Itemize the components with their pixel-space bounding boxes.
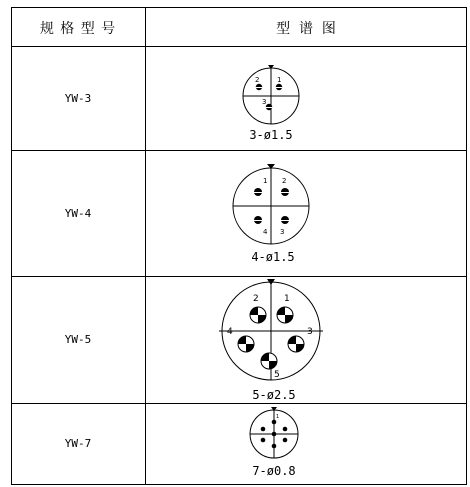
- connector-diagram-yw3: [145, 47, 467, 150]
- pin-label-4: 4: [263, 228, 268, 236]
- diagram-caption: 5-ø2.5: [252, 388, 296, 402]
- connector-diagram-yw5: [145, 277, 467, 403]
- pin-2: [250, 307, 266, 323]
- pin-label-3: 3: [262, 98, 267, 106]
- header-model-column: 规 格 型 号: [39, 21, 117, 37]
- pin-4: [238, 336, 254, 352]
- pin-label-5: 5: [274, 370, 280, 380]
- table-border-left: [11, 7, 12, 485]
- pin-d: [272, 432, 277, 437]
- pin-label-1: 1: [263, 177, 268, 185]
- connector-diagram-yw4: [145, 151, 467, 276]
- connector-diagram-yw7: [145, 404, 467, 484]
- pin-label-3: 3: [280, 228, 285, 236]
- pin-label-4: 4: [227, 327, 233, 337]
- header-diagram-column: 型 谱 图: [276, 21, 336, 37]
- pin-e: [261, 438, 266, 443]
- pin-5: [261, 353, 277, 369]
- pin-label-2: 2: [255, 76, 260, 84]
- pin-g: [272, 444, 277, 449]
- diagram-caption: 3-ø1.5: [249, 128, 293, 142]
- pin-b: [261, 427, 266, 432]
- model-label-yw7: YW-7: [64, 437, 92, 450]
- pin-label-1: 1: [277, 76, 282, 84]
- table-border-bottom: [11, 484, 467, 485]
- model-label-yw3: YW-3: [64, 92, 92, 105]
- pin-a: [272, 420, 277, 425]
- pin-1: [277, 307, 293, 323]
- model-label-yw4: YW-4: [64, 207, 92, 220]
- pin-f: [283, 438, 288, 443]
- pin-label-1: 1: [276, 414, 280, 420]
- pin-label-3: 3: [307, 327, 313, 337]
- table-border-top: [11, 7, 467, 8]
- pin-label-1: 1: [284, 294, 290, 304]
- pin-c: [283, 427, 288, 432]
- pin-label-2: 2: [282, 177, 287, 185]
- model-label-yw5: YW-5: [64, 333, 92, 346]
- pin-label-2: 2: [253, 294, 259, 304]
- diagram-caption: 7-ø0.8: [252, 464, 296, 478]
- diagram-caption: 4-ø1.5: [251, 250, 295, 264]
- pin-3: [288, 336, 304, 352]
